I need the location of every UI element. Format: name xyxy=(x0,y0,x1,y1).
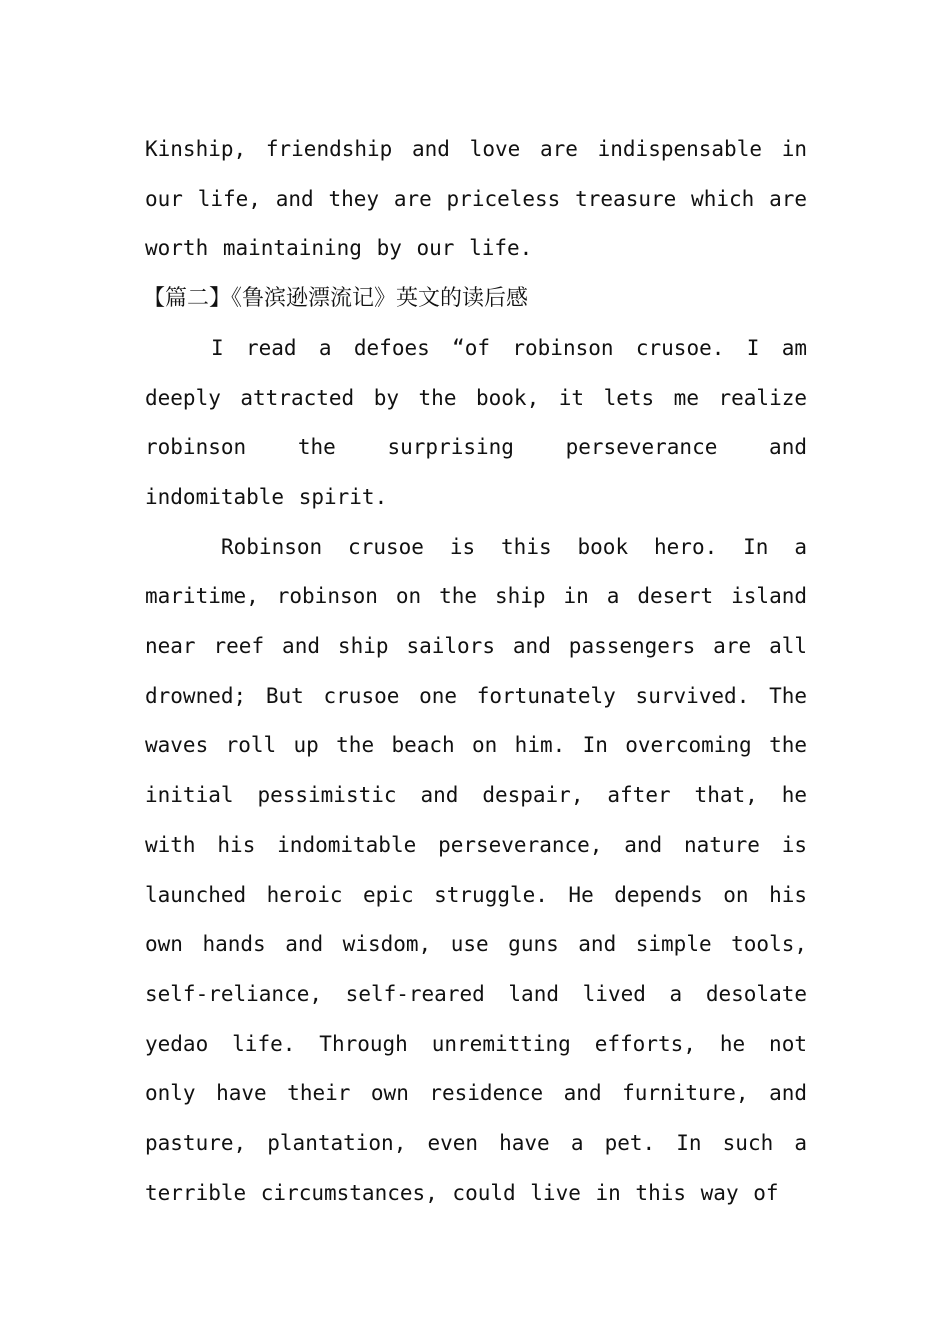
paragraph-intro: I read a defoes “of robinson crusoe. I am deeply attracted by the book, it lets me realize robinson the surprising perseverance and indomitable spirit. xyxy=(145,335,807,509)
section-heading: 【篇二】《鲁滨逊漂流记》英文的读后感 xyxy=(143,286,529,312)
paragraph-story: Robinson crusoe is this book hero. In a maritime, robinson on the ship in a desert island near reef and ship sailors and passengers are all drowned; But crusoe one fortunately survived. The waves roll up the beach on him. In overcoming the initial pessimistic and despair, after that, he with his indomitable perseverance, and nature is launched heroic epic struggle. He depends on his own hands and wisdom, use guns and simple tools, self-reliance, self-reared land lived a desolate yedao life. Through unremitting efforts, he not only have their own residence and furniture, and pasture, plantation, even have a pet. In such a terrible circumstances, could live in this way of xyxy=(145,534,807,1205)
paragraph-kinship: Kinship, friendship and love are indispensable in our life, and they are priceless treasure which are worth maintaining by our life. xyxy=(145,137,807,261)
document-body xyxy=(145,125,807,1218)
